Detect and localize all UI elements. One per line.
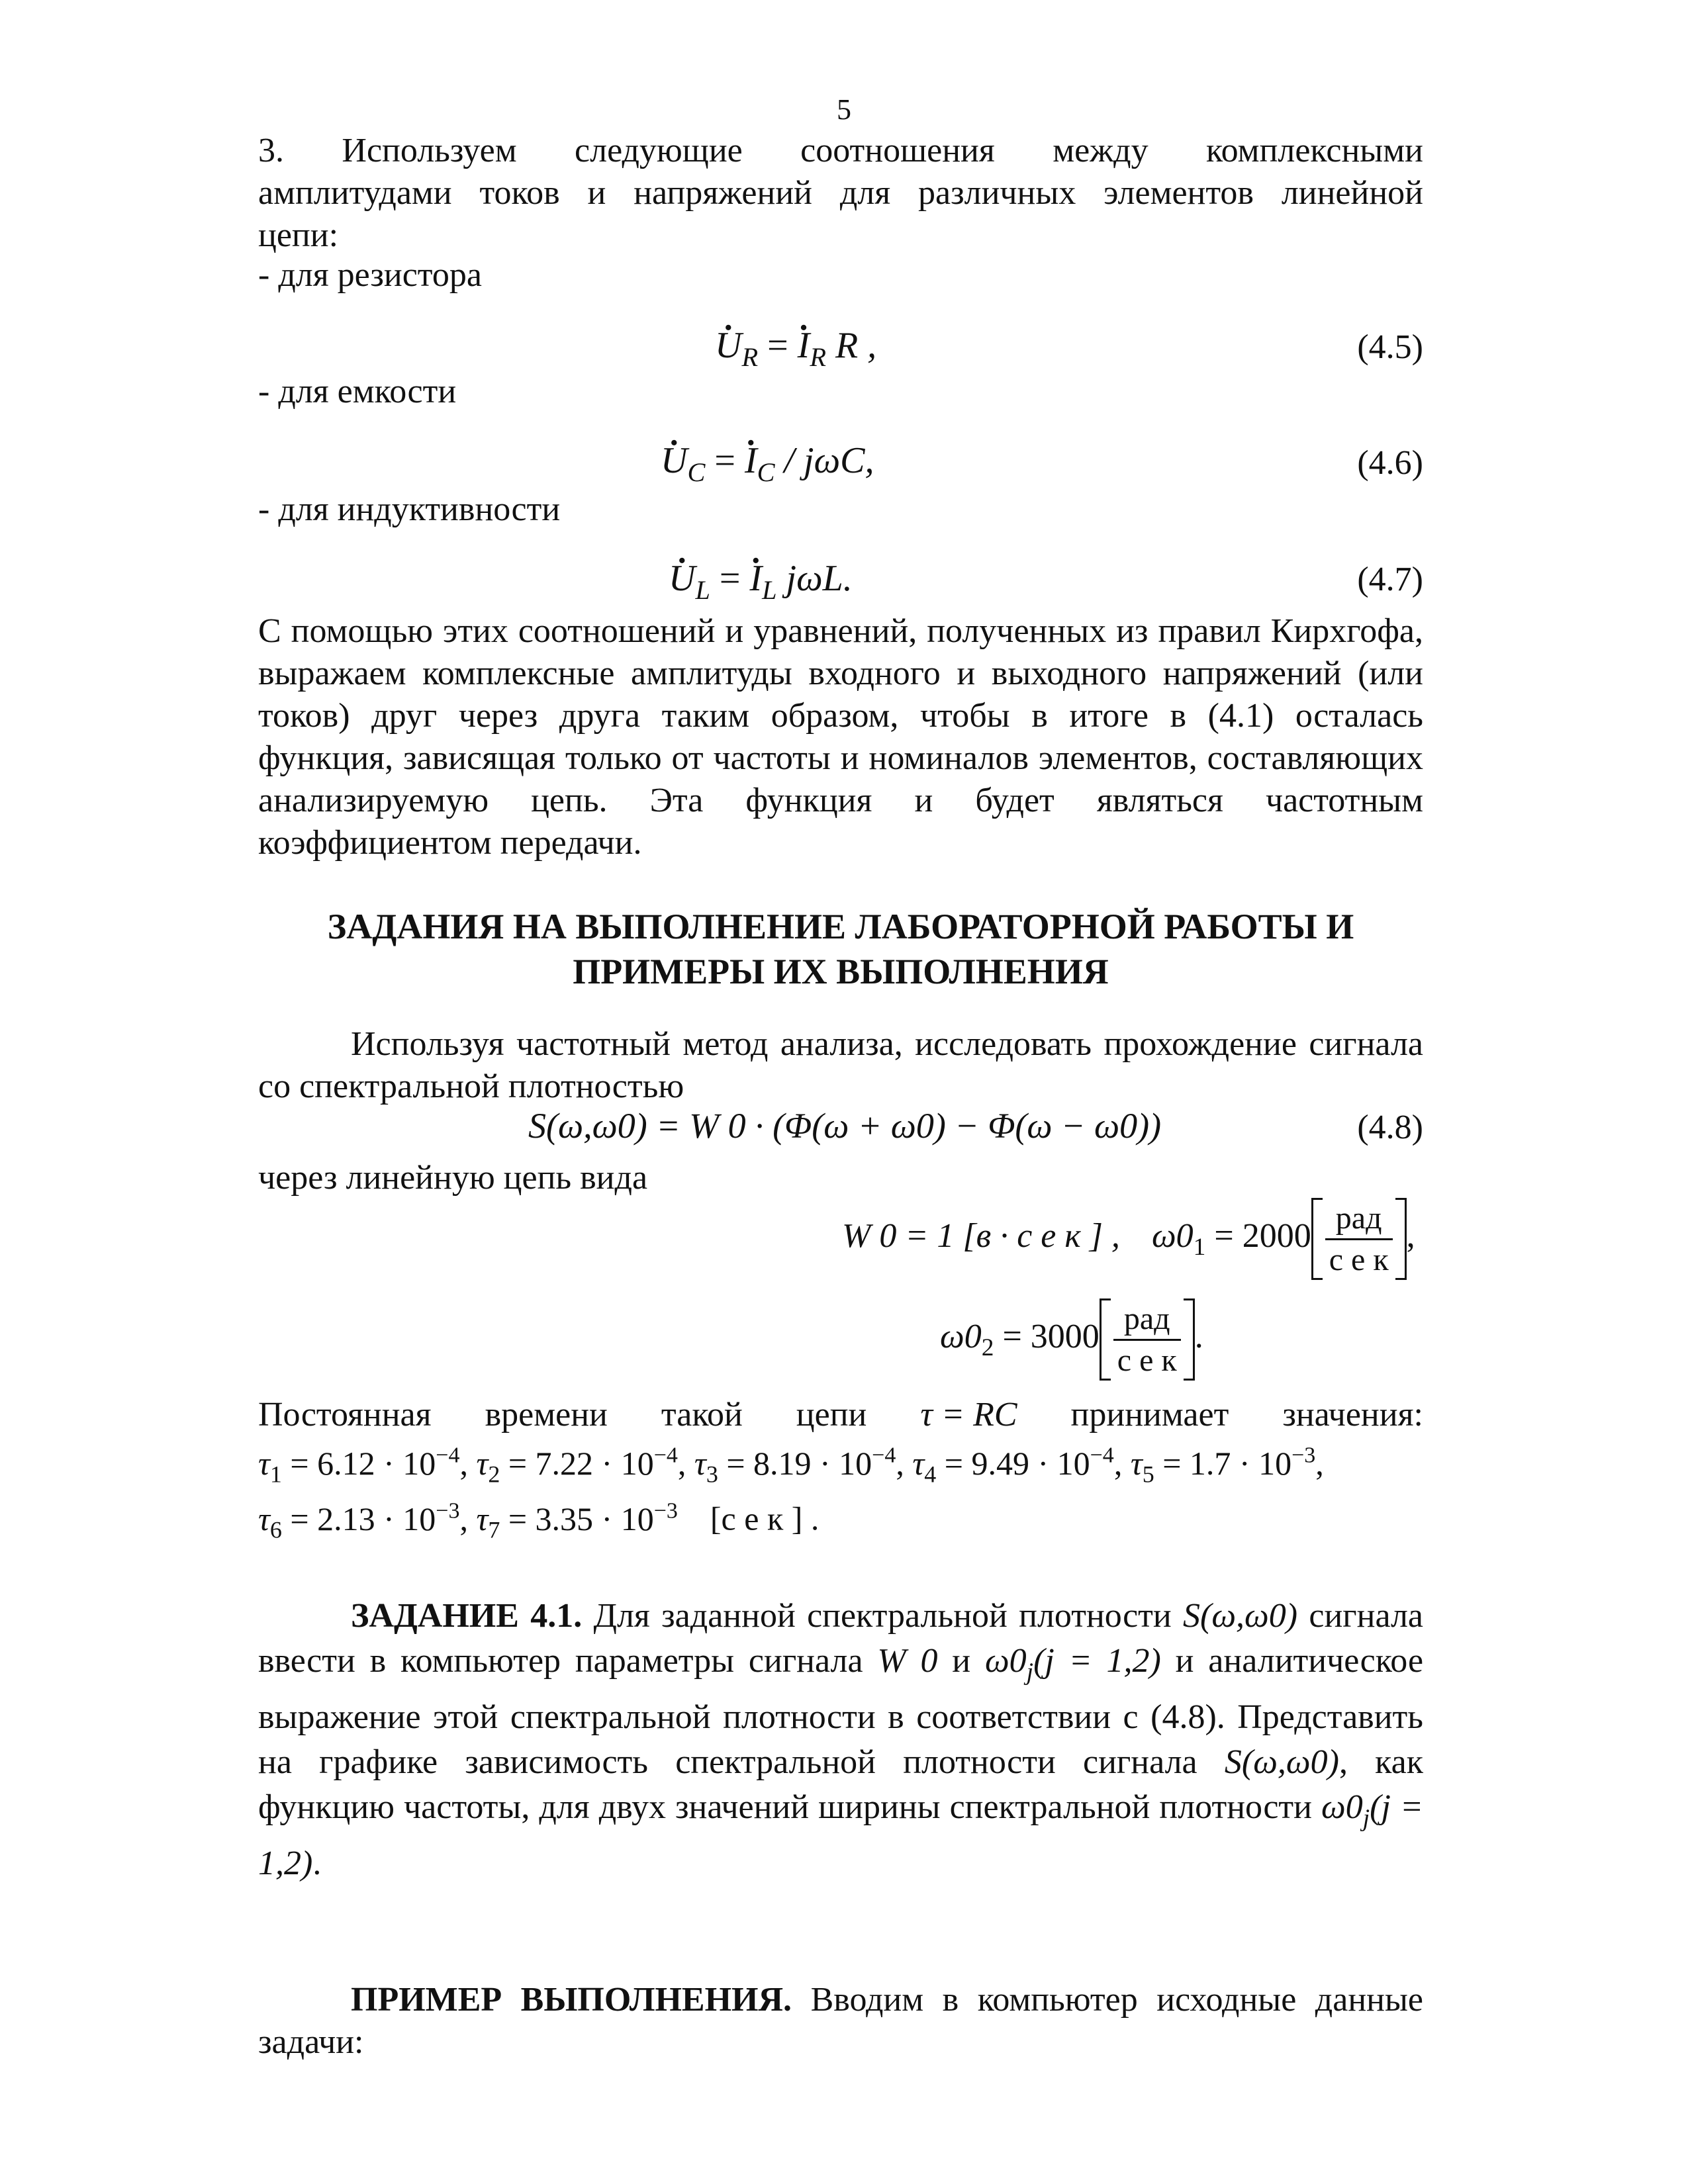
heading-line-1: ЗАДАНИЯ НА ВЫПОЛНЕНИЕ ЛАБОРАТОРНОЙ РАБОТЫ И [327,907,1354,946]
task-j-sub: j [1026,1658,1034,1686]
task-label: ЗАДАНИЕ 4.1. [351,1597,583,1635]
task-4-1 [258,1594,1423,1886]
tau-val: = 6.12 · 10 [290,1444,436,1482]
tau-symbol: τ [258,1500,270,1537]
unit-fraction [1325,1200,1393,1277]
eq45-rhs-var: · I [798,324,810,367]
params-row-1 [842,1198,1415,1280]
task-text-4: , как функцию частоты, для двух значений ширины спектральной плотности [258,1743,1424,1826]
task-w0j: ω0 [984,1642,1027,1680]
eq47-rhs-var: · I [749,557,762,600]
tau-sub: 5 [1142,1461,1154,1488]
tau-val: = 8.19 · 10 [726,1444,872,1482]
eq46-number: (4.6) [1357,444,1423,482]
tau-word: значения: [1282,1396,1423,1433]
tau-val: = 9.49 · 10 [944,1444,1090,1482]
intro-word: между [1053,132,1149,169]
task-end: . [312,1844,322,1882]
bracket-left [1311,1198,1323,1280]
eq45-number: (4.5) [1357,328,1423,366]
through-text: через линейную цепь вида [258,1159,648,1197]
w02-val: = 3000 [1002,1317,1100,1355]
example-paragraph [258,1979,1423,2064]
eq47-equals: = [719,558,741,599]
w01-val: = 2000 [1214,1216,1311,1255]
unit-denominator: с е к [1117,1342,1177,1378]
intro-line-1 [258,130,1423,172]
task-w0: W 0 [877,1642,938,1680]
tau-sub: 1 [269,1461,282,1488]
eq45-rest: R , [835,325,877,366]
tau-symbol: τ [476,1500,489,1537]
tau-value [476,1443,686,1488]
intro-word: Используем [342,132,517,169]
heading-line-2: ПРИМЕРЫ ИХ ВЫПОЛНЕНИЯ [573,952,1109,991]
eq46-rhs-sub: C [757,457,775,487]
bracket-right [1184,1298,1195,1381]
w01-lhs: ω0 [1151,1216,1194,1255]
section-heading [258,904,1423,994]
w02-lhs: ω0 [940,1317,982,1355]
item-inductor: - для индуктивности [258,490,561,528]
bracket-right [1395,1198,1407,1280]
task-s-expr-2: S(ω,ω0) [1224,1743,1339,1781]
tau-values-line-2 [258,1498,819,1543]
params-comma: , [1406,1216,1415,1255]
tau-exp: −3 [1291,1443,1316,1467]
tau-symbol: τ [912,1444,925,1482]
tau-sep: , [1113,1444,1123,1482]
paragraph-spectral: Используя частотный метод анализа, исследовать прохождение сигнала со спектральной плотностью [258,1025,1423,1105]
w0-text: W 0 = 1 [в · с е к ] , [842,1216,1120,1255]
tau-word: принимает [1070,1396,1229,1433]
equation-4-5 [715,324,876,373]
task-text-1: Для заданной спектральной плотности [593,1597,1172,1635]
task-text-2: сигнала ввести в компьютер параметры сигнала [258,1597,1424,1680]
eq45-equals: = [767,325,788,366]
tau-val: = 3.35 · 10 [508,1500,654,1537]
task-text-3: и аналитическое выражение этой спектральной плотности в соответствии с (4.8). Представить на графике зависимость спектральной плотности сигнала [258,1642,1424,1781]
eq48-number: (4.8) [1357,1109,1423,1146]
intro-line-3: цепи: [258,216,339,254]
tau-value [476,1498,678,1543]
tau-sub: 3 [706,1461,718,1488]
intro-number: 3. [258,132,284,169]
tau-sep: , [459,1500,468,1537]
eq47-number: (4.7) [1357,561,1423,598]
w01-sub: 1 [1193,1233,1206,1261]
tau-word: Постоянная [258,1396,432,1433]
eq45-lhs: · U [715,324,741,367]
intro-word: соотношения [800,132,995,169]
eq46-rhs-var: · I [745,439,757,482]
page-number: 5 [837,93,851,126]
item-resistor: - для резистора [258,256,482,294]
tau-intro-line [258,1394,1423,1436]
tau-val: = 2.13 · 10 [290,1500,436,1537]
unit-numerator: рад [1113,1303,1181,1341]
tau-sub: 4 [924,1461,937,1488]
tau-symbol: τ [694,1444,706,1482]
item-capacitor: - для емкости [258,373,457,410]
tau-value [258,1498,468,1543]
example-text: Вводим в компьютер исходные данные задачи: [258,1981,1423,2061]
tau-formula: τ = RC [920,1396,1017,1433]
params-row-2 [940,1298,1203,1381]
eq45-lhs-sub: R [741,341,759,372]
tau-sep: , [896,1444,904,1482]
eq46-lhs: · U [661,439,687,482]
intro-word: комплексными [1206,132,1423,169]
unit-numerator: рад [1325,1203,1393,1240]
eq46-rest: / jωC, [784,440,874,481]
tau-exp: −3 [436,1498,460,1523]
task-and: и [952,1642,971,1680]
equation-4-7 [669,557,853,606]
tau-val: = 1.7 · 10 [1162,1444,1292,1482]
tau-word: такой [661,1396,743,1433]
tau-value [258,1443,468,1488]
intro-word: следующие [575,132,743,169]
tau-sep: , [1315,1444,1324,1482]
example-label: ПРИМЕР ВЫПОЛНЕНИЯ. [351,1981,792,2019]
unit-fraction [1113,1300,1181,1378]
tau-symbol: τ [476,1444,489,1482]
tau-sep: , [459,1444,468,1482]
task-j-range-2: (j = 1,2) [258,1788,1424,1882]
tau-value [1130,1443,1324,1488]
intro-line-2: амплитудами токов и напряжений для различных элементов линейной [258,174,1423,212]
equation-4-6 [661,439,874,488]
eq46-equals: = [714,440,735,481]
tau-value [694,1443,904,1488]
task-w0j-2: ω0 [1321,1788,1363,1826]
eq47-rhs-sub: L [762,574,777,605]
tau-unit: [с е к ] . [710,1500,820,1537]
intro-paragraph [258,130,1423,257]
tau-exp: −4 [872,1443,896,1467]
tau-exp: −3 [653,1498,678,1523]
tau-sub: 6 [269,1516,282,1543]
tau-sub: 2 [488,1461,500,1488]
tau-word: времени [485,1396,608,1433]
tau-symbol: τ [258,1444,270,1482]
w02-sub: 2 [981,1334,994,1361]
task-j-range: (j = 1,2) [1033,1642,1161,1680]
tau-exp: −4 [1090,1443,1114,1467]
eq47-lhs: · U [669,557,695,600]
task-j-sub-2: j [1362,1804,1370,1832]
tau-exp: −4 [653,1443,678,1467]
eq47-rest: jωL. [786,558,853,599]
task-s-expr: S(ω,ω0) [1183,1597,1298,1635]
unit-denominator: с е к [1329,1242,1389,1277]
paragraph-kirchhoff: С помощью этих соотношений и уравнений, полученных из правил Кирхгофа, выражаем комплексные амплитуды входного и выходного напряжений (или токов) друг через друга таким образом, чтобы в итоге в (4.1) осталась функция, зависящая только от частоты и номиналов элементов, составляющих анализируемую цепь. Эта функция и будет являться частотным коэффициентом передачи. [258,612,1423,862]
tau-value [912,1443,1123,1488]
bracket-left [1100,1298,1111,1381]
params-period: . [1194,1317,1203,1355]
equation-4-8: S(ω,ω0) = W 0 · (Φ(ω + ω0) − Φ(ω − ω0)) [528,1106,1162,1146]
eq46-lhs-sub: C [687,457,706,487]
tau-sep: , [677,1444,686,1482]
tau-symbol: τ [1130,1444,1143,1482]
tau-val: = 7.22 · 10 [508,1444,654,1482]
tau-values-line-1 [258,1443,1324,1488]
eq47-lhs-sub: L [695,574,710,605]
tau-sub: 7 [488,1516,500,1543]
tau-word: цепи [796,1396,867,1433]
tau-exp: −4 [436,1443,460,1467]
eq45-rhs-sub: R [810,341,826,372]
